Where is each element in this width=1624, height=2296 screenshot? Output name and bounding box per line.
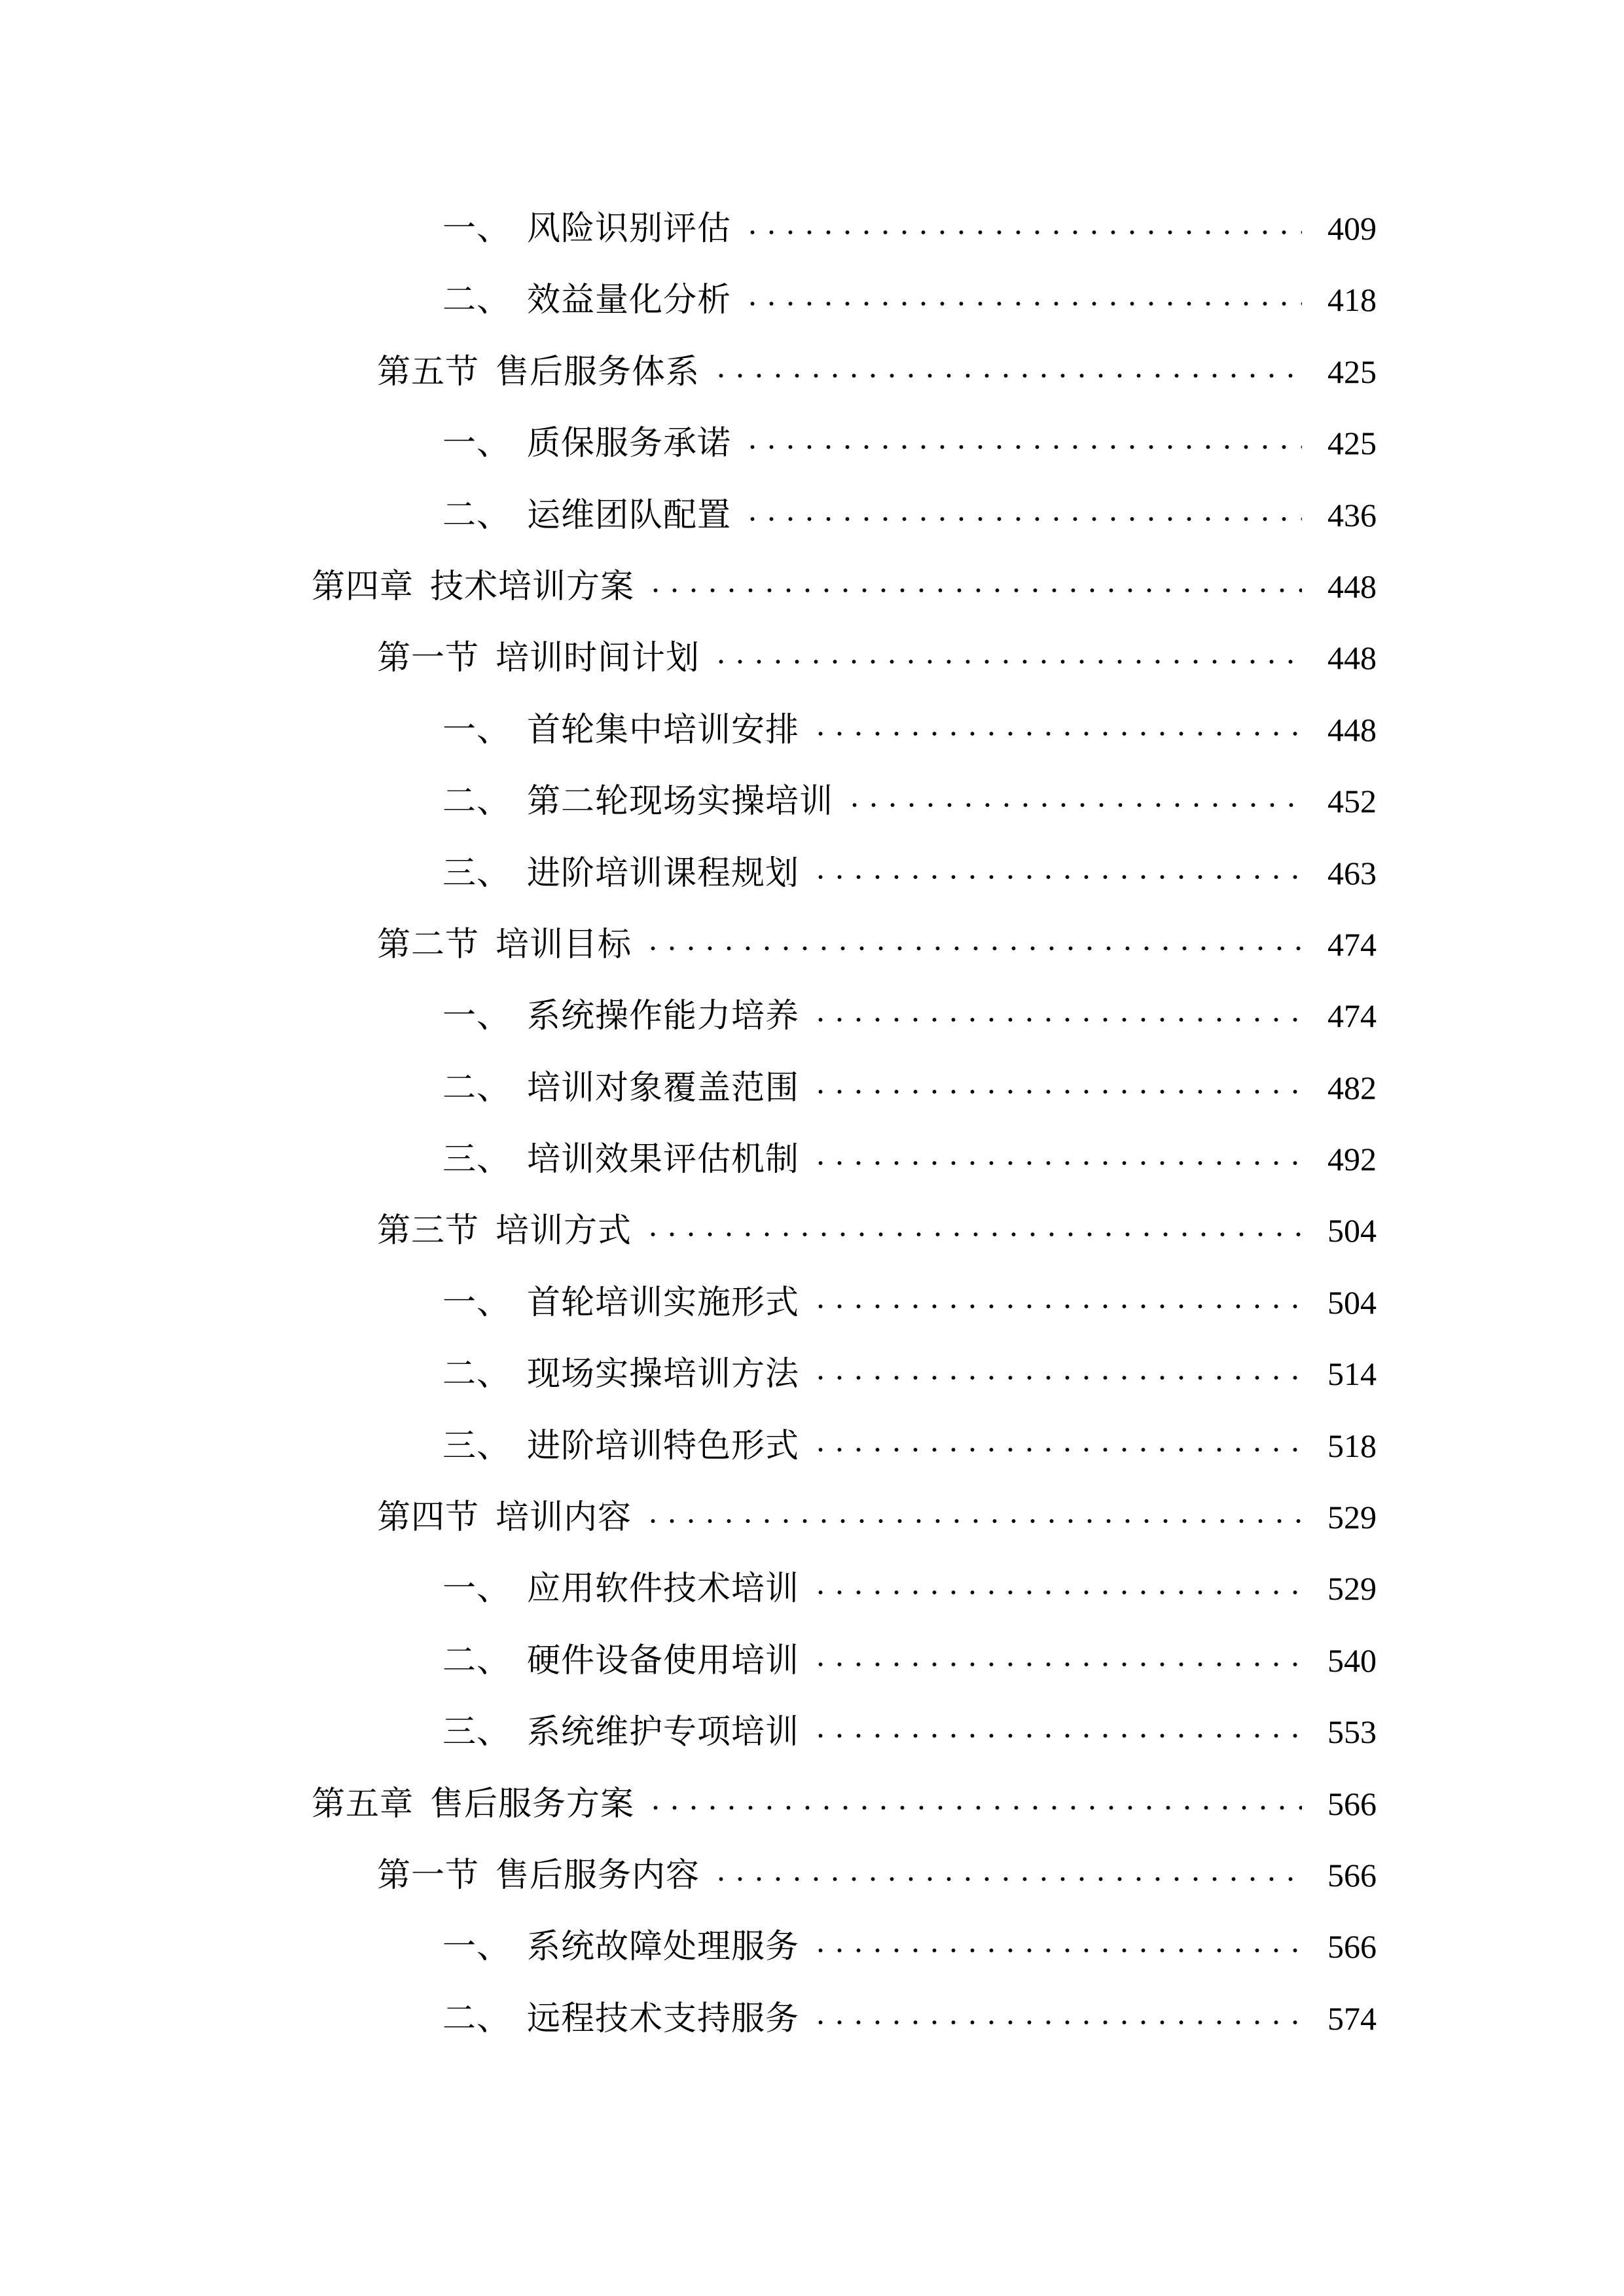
toc-entry-section (0, 1196, 1377, 1268)
toc-entry-item (0, 1984, 1377, 2056)
toc-entry-page: 553 (1327, 1713, 1377, 1751)
toc-entry-number: 三、 (442, 1427, 511, 1465)
toc-entry-page: 436 (1327, 496, 1377, 533)
toc-entry-page: 448 (1327, 639, 1377, 677)
toc-entry-page: 514 (1327, 1355, 1377, 1393)
dot-leader (842, 798, 1302, 812)
toc-entry-page: 504 (1327, 1283, 1377, 1321)
toc-entry-title: 售后服务内容 (496, 1857, 700, 1894)
dot-leader (709, 1872, 1302, 1886)
toc-entry-title: 系统维护专项培训 (527, 1714, 800, 1751)
toc-entry-title: 现场实操培训方法 (527, 1356, 800, 1393)
toc-entry-page: 566 (1327, 1928, 1377, 1965)
toc-entry-chapter (0, 1770, 1377, 1841)
dot-leader (709, 655, 1302, 669)
toc-entry-number: 一、 (442, 1571, 511, 1608)
toc-entry-item (0, 1626, 1377, 1698)
toc-entry-page: 474 (1327, 997, 1377, 1035)
toc-entry-page: 418 (1327, 281, 1377, 319)
toc-entry-number: 一、 (442, 425, 511, 463)
toc-entry-section (0, 910, 1377, 982)
toc-entry-number: 第五节 (377, 353, 480, 391)
toc-entry-page: 518 (1327, 1427, 1377, 1464)
toc-entry-title: 培训时间计划 (496, 640, 700, 677)
toc-entry-item (0, 982, 1377, 1053)
toc-entry-item (0, 1698, 1377, 1769)
dot-leader (641, 1227, 1302, 1242)
dot-leader (643, 1801, 1302, 1815)
toc-entry-number: 二、 (442, 282, 511, 319)
dot-leader (808, 1299, 1302, 1314)
toc-entry-number: 第一节 (377, 1857, 480, 1894)
toc-entry-item (0, 266, 1377, 337)
toc-entry-page: 529 (1327, 1570, 1377, 1607)
toc-entry-item (0, 409, 1377, 480)
toc-entry-number: 第三节 (377, 1213, 480, 1250)
toc-entry-item (0, 1412, 1377, 1483)
toc-entry-page: 452 (1327, 783, 1377, 820)
toc-entry-title: 系统操作能力培养 (527, 998, 800, 1035)
dot-leader (808, 1371, 1302, 1385)
toc-entry-title: 售后服务方案 (430, 1785, 635, 1823)
toc-entry-item (0, 839, 1377, 910)
dot-leader (740, 512, 1302, 526)
dot-leader (808, 1729, 1302, 1743)
toc-entry-title: 首轮集中培训安排 (527, 711, 800, 749)
toc-entry-number: 三、 (442, 1714, 511, 1751)
toc-entry-title: 应用软件技术培训 (527, 1571, 800, 1608)
dot-leader (808, 1156, 1302, 1170)
toc-entry-item (0, 1125, 1377, 1196)
toc-entry-number: 一、 (442, 711, 511, 749)
toc-entry-number: 第一节 (377, 640, 480, 677)
toc-entry-page: 566 (1327, 1856, 1377, 1893)
dot-leader (808, 2015, 1302, 2030)
toc-entry-number: 第四章 (312, 568, 414, 605)
toc-entry-number: 第四节 (377, 1499, 480, 1537)
toc-entry-number: 一、 (442, 998, 511, 1035)
toc-entry-number: 二、 (442, 1069, 511, 1107)
dot-leader (808, 1013, 1302, 1027)
toc-entry-section (0, 1483, 1377, 1554)
toc-entry-page: 529 (1327, 1499, 1377, 1536)
toc-entry-title: 第二轮现场实操培训 (527, 783, 834, 821)
toc-entry-title: 远程技术支持服务 (527, 2000, 800, 2037)
toc-entry-title: 效益量化分析 (527, 282, 732, 319)
toc-entry-title: 培训效果评估机制 (527, 1141, 800, 1179)
toc-entry-number: 二、 (442, 1356, 511, 1393)
toc-entry-chapter (0, 552, 1377, 624)
dot-leader (740, 225, 1302, 240)
toc-entry-title: 运维团队配置 (527, 497, 732, 534)
dot-leader (740, 296, 1302, 311)
dot-leader (808, 1943, 1302, 1958)
dot-leader (808, 1443, 1302, 1457)
toc-entry-item (0, 481, 1377, 552)
toc-entry-title: 培训内容 (496, 1499, 632, 1537)
toc-entry-number: 第五章 (312, 1785, 414, 1823)
toc-entry-page: 492 (1327, 1141, 1377, 1178)
toc-entry-page: 448 (1327, 711, 1377, 748)
toc-entry-section (0, 624, 1377, 695)
toc-entry-item (0, 696, 1377, 767)
toc-entry-number: 三、 (442, 855, 511, 892)
toc-entry-page: 482 (1327, 1069, 1377, 1106)
toc-entry-page: 463 (1327, 854, 1377, 891)
toc-entry-title: 系统故障处理服务 (527, 1929, 800, 1966)
toc-entry-section (0, 338, 1377, 409)
dot-leader (808, 1085, 1302, 1099)
toc-entry-item (0, 1268, 1377, 1340)
toc-entry-title: 质保服务承诺 (527, 425, 732, 463)
toc-entry-item (0, 1054, 1377, 1125)
toc-entry-page: 474 (1327, 925, 1377, 963)
toc-entry-item (0, 767, 1377, 838)
toc-entry-title: 首轮培训实施形式 (527, 1284, 800, 1321)
toc-entry-number: 二、 (442, 1642, 511, 1679)
toc-entry-number: 三、 (442, 1141, 511, 1179)
toc-entry-number: 二、 (442, 497, 511, 534)
dot-leader (709, 368, 1302, 383)
toc-entry-item (0, 1912, 1377, 1984)
toc-entry-title: 售后服务体系 (496, 353, 700, 391)
toc-entry-title: 培训方式 (496, 1213, 632, 1250)
dot-leader (740, 440, 1302, 454)
toc-entry-number: 一、 (442, 1284, 511, 1321)
toc-entry-page: 574 (1327, 2000, 1377, 2037)
toc-entry-page: 566 (1327, 1785, 1377, 1822)
toc-entry-number: 一、 (442, 211, 511, 247)
toc-entry-title: 进阶培训特色形式 (527, 1427, 800, 1465)
toc-entry-page: 425 (1327, 425, 1377, 462)
toc-entry-page: 409 (1327, 210, 1377, 247)
toc-entry-section (0, 1841, 1377, 1912)
toc-entry-item (0, 1340, 1377, 1411)
dot-leader (808, 870, 1302, 884)
toc-entry-page: 448 (1327, 567, 1377, 605)
toc-entry-item (0, 1554, 1377, 1626)
toc-entry-page: 540 (1327, 1641, 1377, 1679)
toc-entry-number: 一、 (442, 1929, 511, 1966)
toc-entry-title: 培训对象覆盖范围 (527, 1069, 800, 1107)
dot-leader (643, 583, 1302, 598)
dot-leader (641, 1514, 1302, 1528)
toc-entry-title: 硬件设备使用培训 (527, 1642, 800, 1679)
toc-entry-title: 风险识别评估 (527, 211, 732, 247)
toc-entry-title: 进阶培训课程规划 (527, 855, 800, 892)
dot-leader (808, 1657, 1302, 1672)
toc-entry-number: 第二节 (377, 926, 480, 963)
toc-entry-item (0, 194, 1377, 266)
dot-leader (808, 726, 1302, 741)
dot-leader (808, 1585, 1302, 1600)
toc-entry-page: 504 (1327, 1212, 1377, 1249)
toc-list (0, 194, 1377, 2056)
toc-entry-page: 425 (1327, 353, 1377, 390)
dot-leader (641, 941, 1302, 956)
toc-entry-title: 培训目标 (496, 926, 632, 963)
toc-entry-number: 二、 (442, 783, 511, 821)
toc-entry-title: 技术培训方案 (430, 568, 635, 605)
toc-entry-number: 二、 (442, 2000, 511, 2037)
